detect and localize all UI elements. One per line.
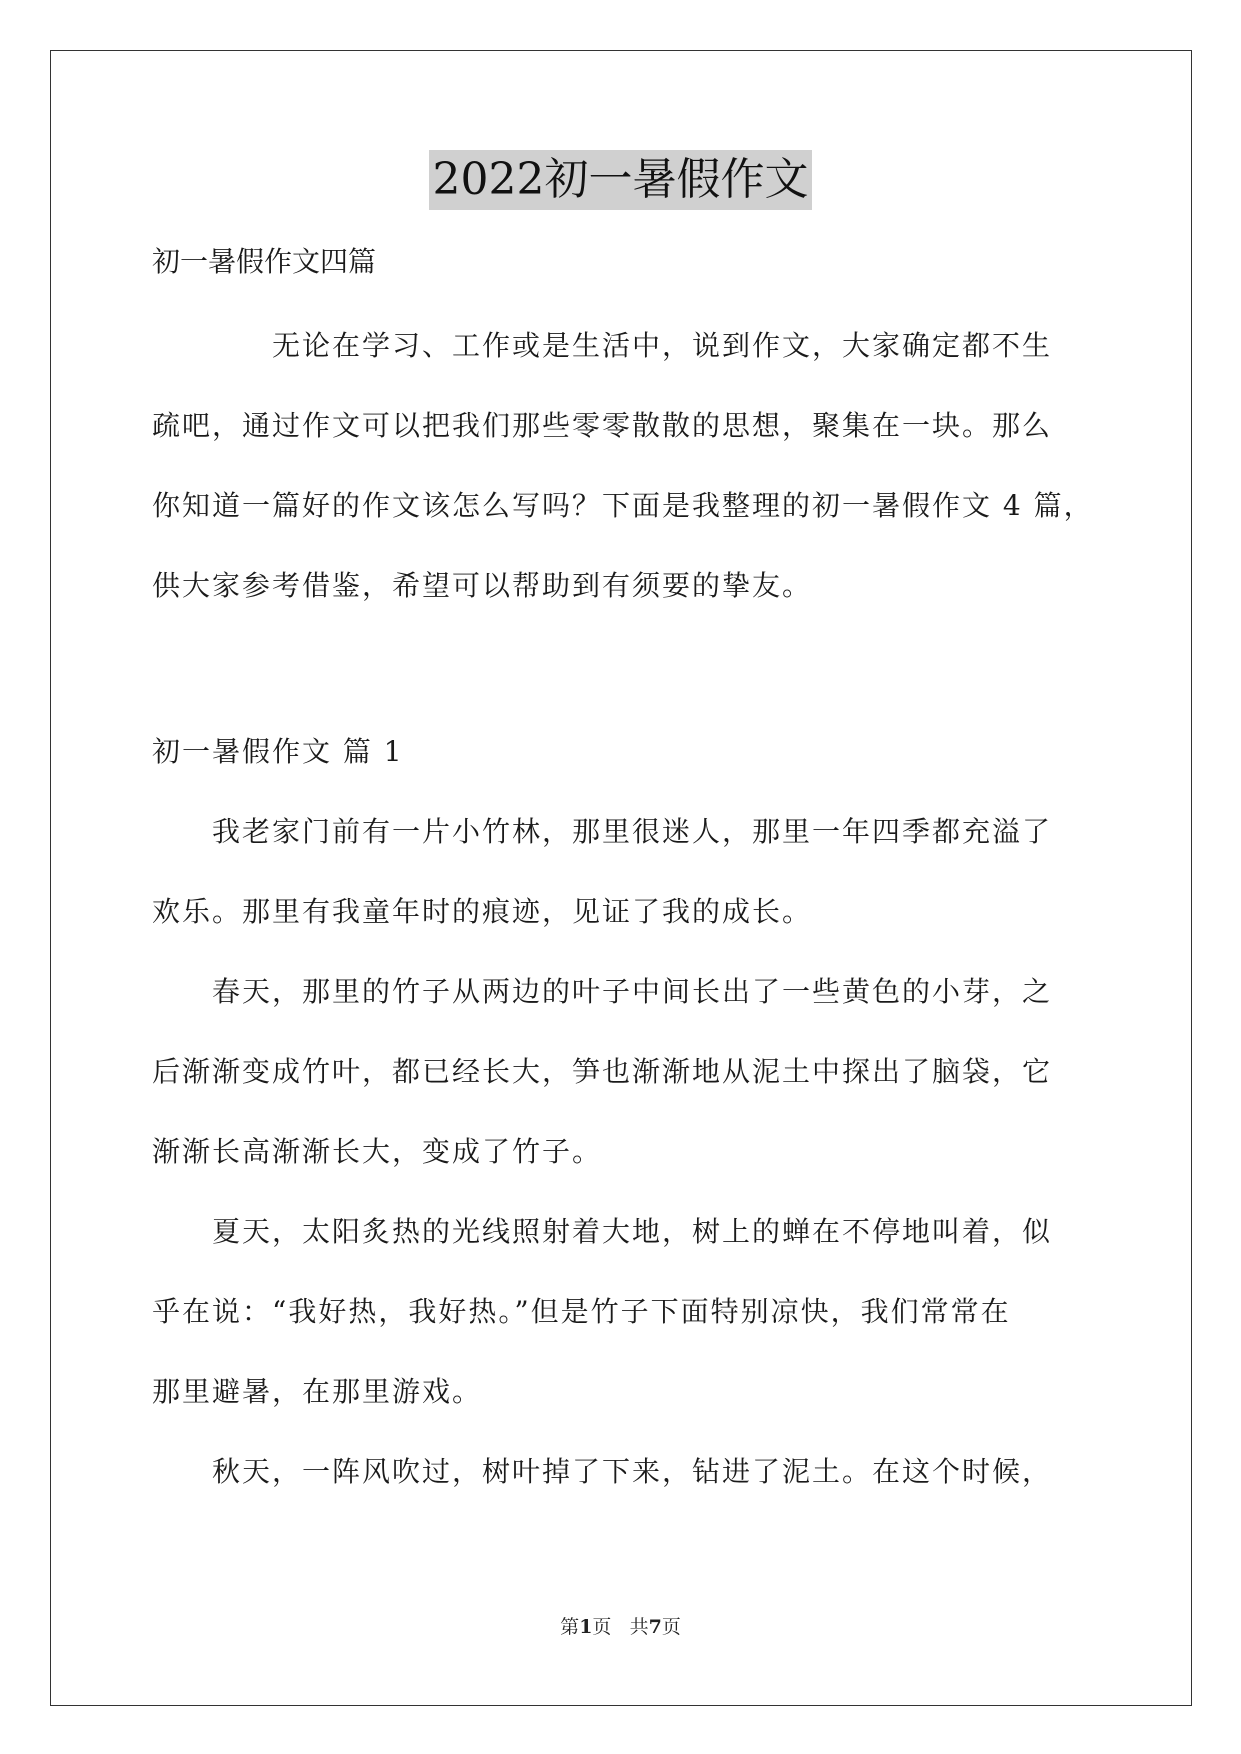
footer-total-prefix: 共 (629, 1616, 649, 1638)
paragraph-line: 那里避暑，在那里游戏。 (152, 1375, 483, 1408)
page-footer (0, 1612, 1241, 1639)
paragraph-line: 乎在说：“我好热，我好热。”但是竹子下面特别凉快，我们常常在 (152, 1295, 1011, 1328)
paragraph-line: 渐渐长高渐渐长大，变成了竹子。 (152, 1135, 603, 1168)
footer-page-number: 1 (579, 1616, 593, 1638)
document-body (152, 232, 1092, 1512)
footer-total-pages: 7 (648, 1616, 662, 1638)
intro-line: 无论在学习、工作或是生活中，说到作文，大家确定都不生 (272, 329, 1053, 362)
footer-page-prefix: 第 (560, 1616, 580, 1638)
paragraph-line: 秋天，一阵风吹过，树叶掉了下来，钻进了泥土。在这个时候， (212, 1455, 1053, 1488)
paragraph-line: 我老家门前有一片小竹林，那里很迷人，那里一年四季都充溢了 (212, 815, 1053, 848)
document-title: 2022初一暑假作文 (429, 150, 813, 210)
paragraph-line: 欢乐。那里有我童年时的痕迹，见证了我的成长。 (152, 895, 813, 928)
intro-line: 你知道一篇好的作文该怎么写吗？下面是我整理的初一暑假作文 4 篇， (152, 489, 1094, 522)
title-container (0, 150, 1241, 210)
paragraph-line: 后渐渐变成竹叶，都已经长大，笋也渐渐地从泥土中探出了脑袋，它 (152, 1055, 1053, 1088)
footer-total-suffix: 页 (661, 1616, 681, 1638)
intro-line: 供大家参考借鉴，希望可以帮助到有须要的挚友。 (152, 569, 813, 602)
intro-line: 疏吧，通过作文可以把我们那些零零散散的思想，聚集在一块。那么 (152, 409, 1053, 442)
paragraph-line: 春天，那里的竹子从两边的叶子中间长出了一些黄色的小芽，之 (212, 975, 1053, 1008)
document-subtitle: 初一暑假作文四篇 (152, 245, 377, 278)
section-heading: 初一暑假作文 篇 1 (152, 735, 404, 768)
paragraph-line: 夏天，太阳炙热的光线照射着大地，树上的蝉在不停地叫着，似 (212, 1215, 1053, 1248)
footer-page-suffix: 页 (592, 1616, 612, 1638)
